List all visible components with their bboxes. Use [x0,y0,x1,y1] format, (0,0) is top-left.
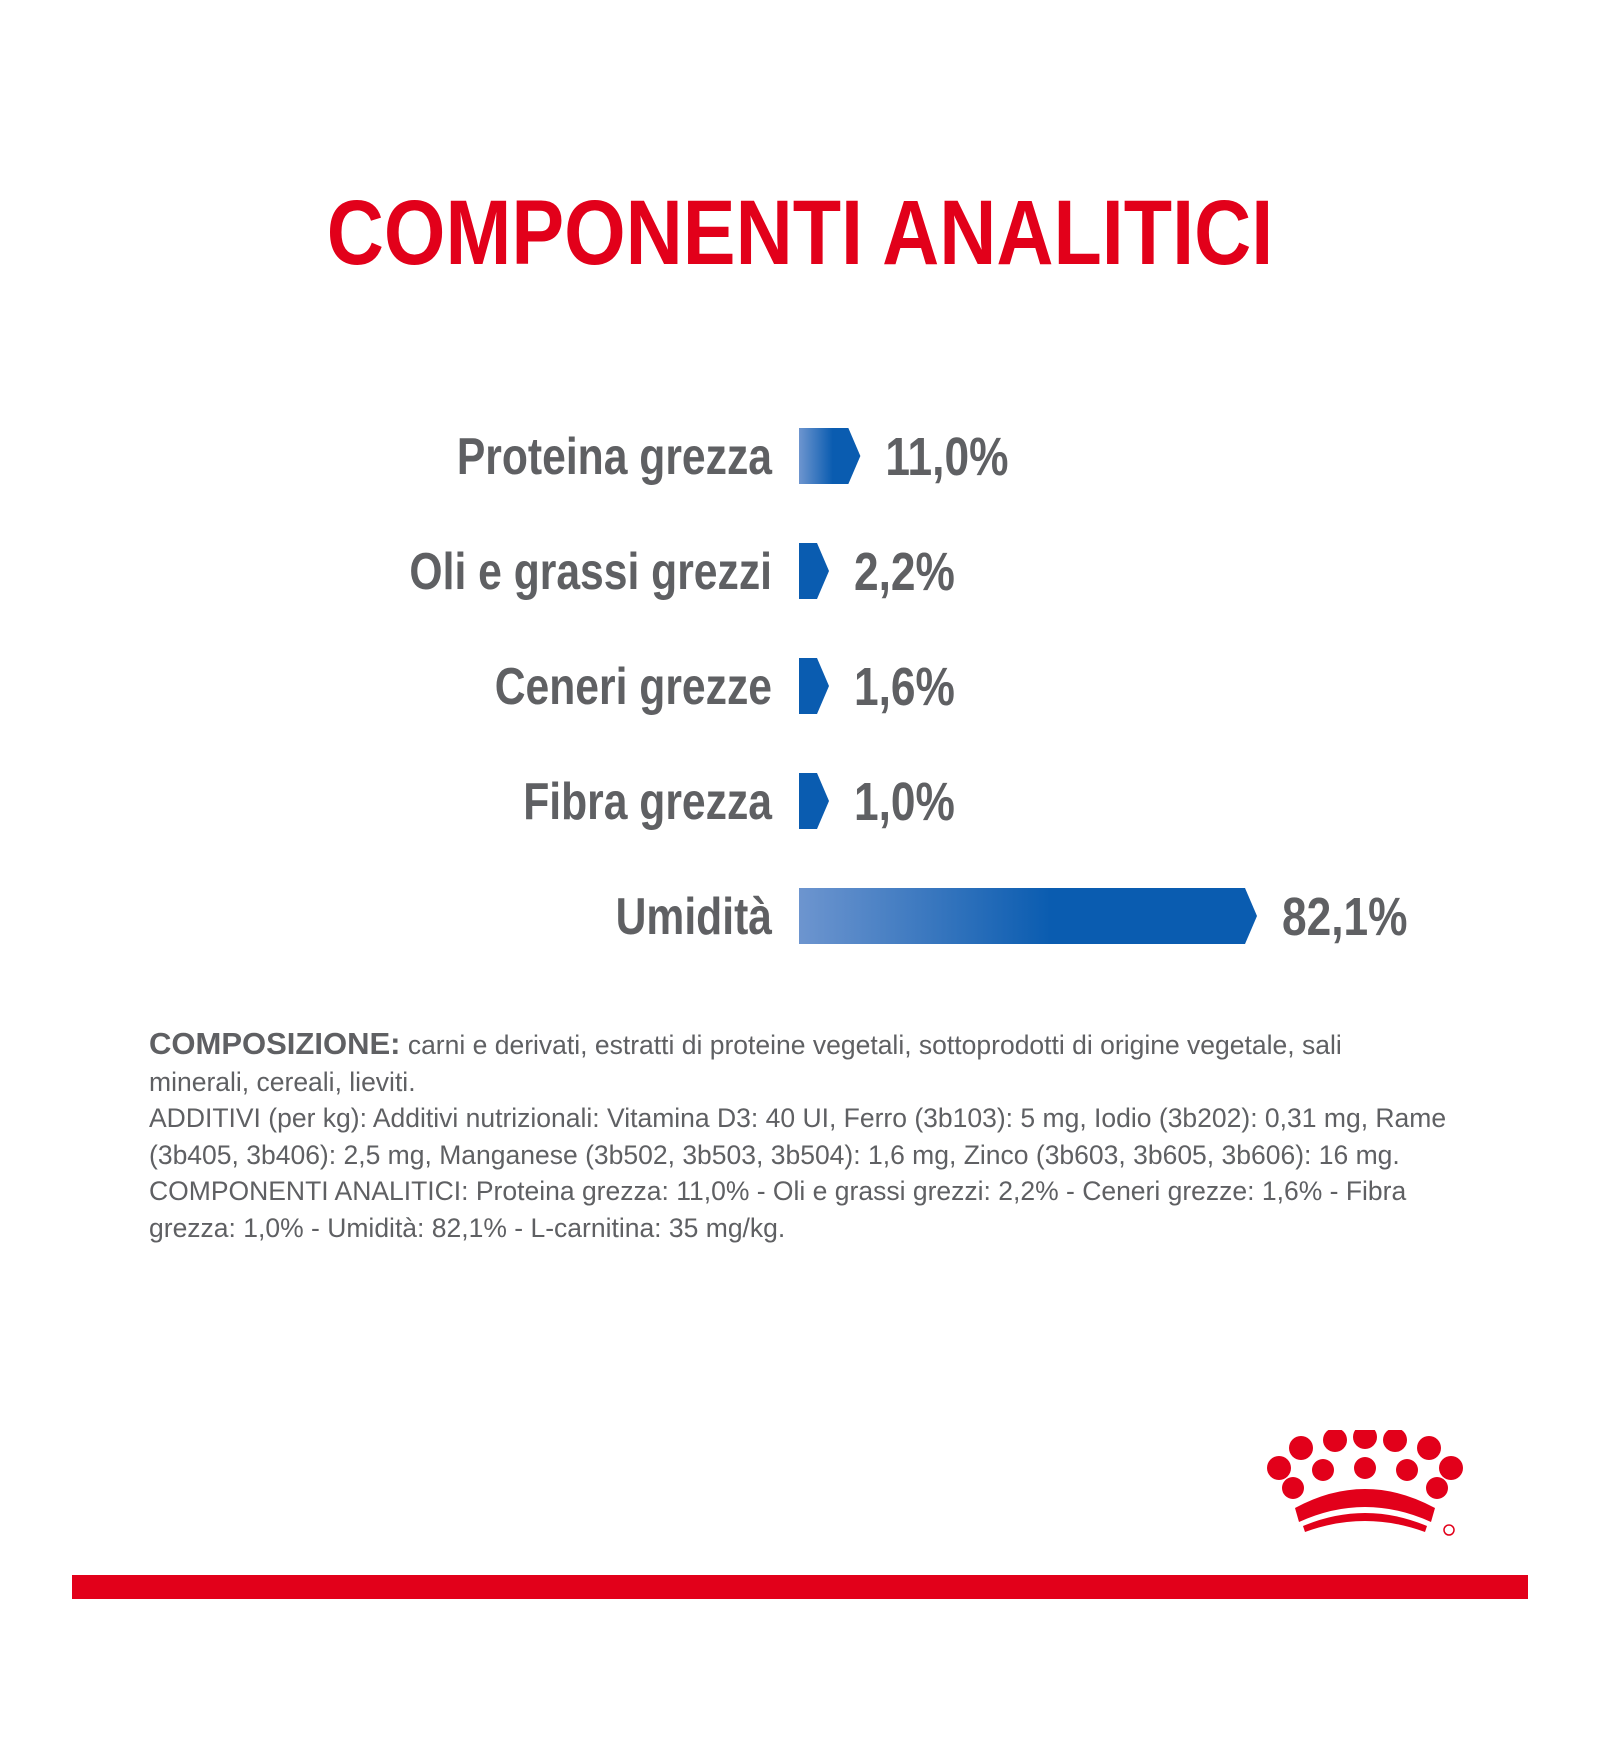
bar-label: Ceneri grezze [494,658,772,717]
bar-value-label: 82,1% [1282,886,1408,948]
footer-red-bar [72,1575,1528,1599]
bar-group [409,427,1407,947]
bar [799,658,829,714]
bar-label: Proteina grezza [456,428,772,487]
bar [799,428,860,484]
additives-paragraph: ADDITIVI (per kg): Additivi nutrizionali: Vitamina D3: 40 UI, Ferro (3b103): 5 mg, Iodio (3b202): 0,31 mg, Rame (3b405, 3b406): 2,5 mg, Manganese (3b502, 3b503, 3b504): 1,6 mg, Zinco (3b603, 3b605, 3b606): 16 mg. [149,1103,1447,1170]
analytical-paragraph: COMPONENTI ANALITICI: Proteina grezza: 11,0% - Oli e grassi grezzi: 2,2% - Ceneri grezze: 1,6% - Fibra grezza: 1,0% - Umidità: 82,1% - L-carnitina: 35 mg/kg. [149,1176,1407,1243]
page-title: COMPONENTI ANALITICI [326,182,1274,284]
bar-value-label: 1,0% [854,771,955,833]
composition-heading: COMPOSIZIONE: [149,1026,401,1061]
bar [799,543,829,599]
bar-label: Umidità [615,888,772,947]
composition-paragraph [149,1026,1449,1100]
bar-value-label: 2,2% [854,541,955,603]
bar-value-label: 1,6% [854,656,955,718]
royal-canin-crown-logo-icon [1265,1430,1465,1540]
bar [799,773,829,829]
composition-ingredients: carni e derivati, estratti di proteine vegetali, sottoprodotti di origine vegetale, sali minerali, cereali, lieviti. [149,1030,1342,1097]
bar-label: Oli e grassi grezzi [409,543,772,602]
bar [799,888,1257,944]
bar-label: Fibra grezza [523,773,772,832]
bar-value-label: 11,0% [885,426,1009,488]
composition-text [149,1026,1449,1246]
